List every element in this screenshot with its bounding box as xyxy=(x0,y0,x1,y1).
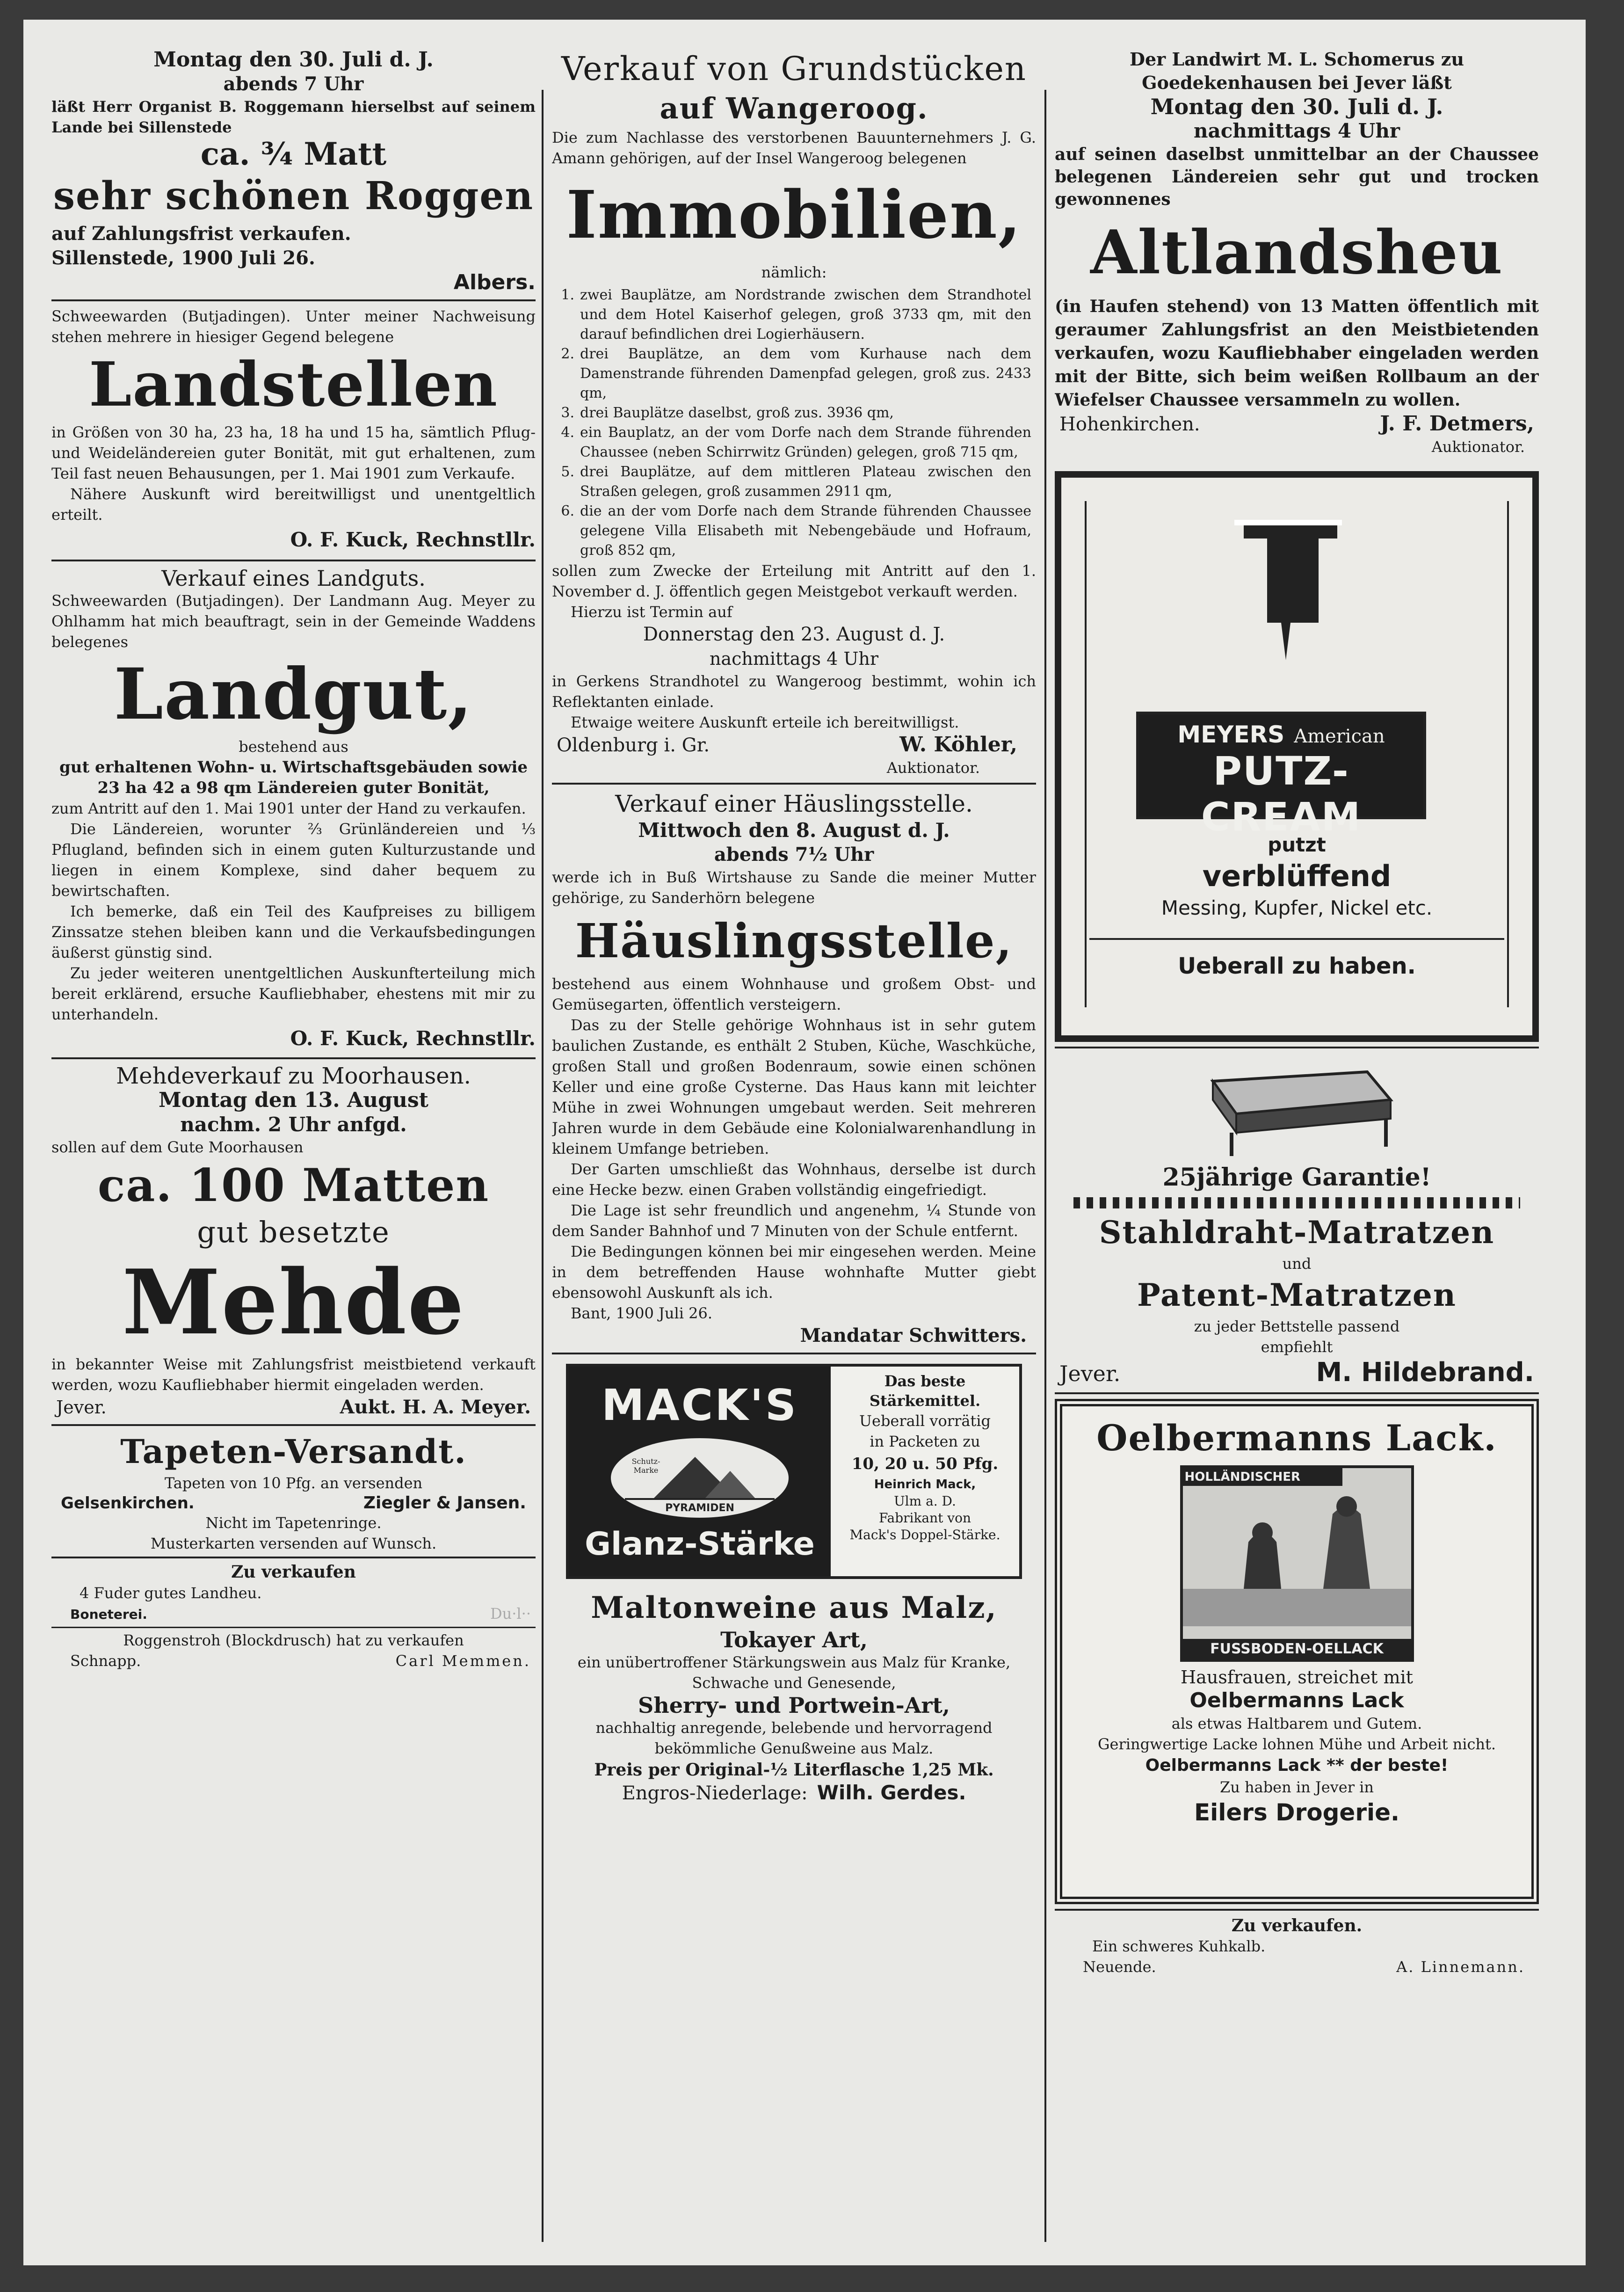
ad-text: Nähere Auskunft wird bereitwilligst und unentgeltlich erteilt. xyxy=(51,485,536,524)
ad-signature-title: Auktionator. xyxy=(1431,438,1525,456)
ad-text: Engros-Niederlage: xyxy=(622,1783,808,1804)
ad-date: Mittwoch den 8. August d. J. xyxy=(638,819,950,842)
ad-text: auf seinen daselbst unmittelbar an der Chaussee belegenen Ländereien sehr gut und trocken gewonnenes xyxy=(1055,145,1539,209)
divider xyxy=(51,1424,536,1426)
ad-signature: Eilers Drogerie. xyxy=(1194,1799,1400,1826)
ad-text: Fabrikant von xyxy=(878,1510,972,1526)
ad-text: Das beste xyxy=(884,1372,966,1390)
ad-time: nachmittags 4 Uhr xyxy=(709,648,879,669)
ad-title: Mehdeverkauf zu Moorhausen. xyxy=(116,1063,471,1089)
ad-text: Ueberall zu haben. xyxy=(1178,953,1416,979)
ad-headline: Oelbermanns Lack. xyxy=(1096,1417,1497,1459)
label-text: FUSSBODEN-OELLACK xyxy=(1183,1639,1411,1659)
ad-text: als etwas Haltbarem und Gutem. xyxy=(1171,1715,1422,1732)
list-item-text: drei Bauplätze daselbst, groß zus. 3936 qm, xyxy=(580,405,894,421)
ad-putz-cream xyxy=(1055,471,1539,1042)
brand-subtitle: American xyxy=(1294,726,1385,747)
ad-altlandsheu xyxy=(1055,48,1539,457)
product-logo xyxy=(569,1367,831,1576)
ad-signature: M. Hildebrand. xyxy=(1316,1357,1534,1388)
list-item xyxy=(552,502,1031,560)
ad-text: nachhaltig anregende, belebende und hervorragend bekömmliche Genußweine aus Malz. xyxy=(595,1719,993,1757)
ad-text: Ein schweres Kuhkalb. xyxy=(1092,1937,1266,1955)
ad-matratzen xyxy=(1055,1053,1539,1388)
ad-headline: sehr schönen Roggen xyxy=(53,174,534,218)
ad-landstellen xyxy=(51,306,536,555)
ad-text: Die zum Nachlasse des verstorbenen Bauunternehmers J. G. Amann gehörigen, auf der Insel Wangeroog belegenen xyxy=(552,129,1036,167)
ad-headline: Mehde xyxy=(122,1250,465,1354)
ad-headline: Patent-Matratzen xyxy=(1137,1277,1457,1313)
ad-text: auf Zahlungsfrist verkaufen. xyxy=(51,223,351,245)
ad-text: 4 Fuder gutes Landheu. xyxy=(80,1584,262,1602)
mattress-icon xyxy=(1180,1053,1414,1161)
ad-text: Zu jeder weiteren unentgeltlichen Auskunfterteilung mich bereit erklärend, ersuche Kaufliebhaber, ehestens mit mir zu unterhandeln. xyxy=(51,964,536,1023)
divider xyxy=(552,1353,1036,1354)
ad-time: nachm. 2 Uhr anfgd. xyxy=(180,1113,407,1136)
ad-date: Montag den 30. Juli d. J. xyxy=(153,48,434,72)
ad-haeuslingsstelle xyxy=(552,789,1036,1348)
ad-title: Zu verkaufen xyxy=(231,1562,356,1582)
ad-quantity: ca. 100 Matten xyxy=(97,1159,490,1212)
ad-title: Verkauf eines Landguts. xyxy=(161,566,426,591)
list-item-text: drei Bauplätze, an dem vom Kurhause nach dem Damenstrande führenden Damenpfad gelegen, groß zus. 2433 qm, xyxy=(580,346,1031,401)
ad-price: 10, 20 u. 50 Pfg. xyxy=(851,1455,999,1473)
ad-signature: Albers. xyxy=(453,270,536,294)
ad-text: in Gerkens Strandhotel zu Wangeroog bestimmt, wohin ich Reflektanten einlade. xyxy=(552,672,1036,711)
ad-headline: verblüffend xyxy=(1202,859,1392,893)
ad-place: Gelsenkirchen. xyxy=(61,1494,195,1513)
ad-text: werde ich in Buß Wirtshause zu Sande die meiner Mutter gehörige, zu Sanderhörn belegene xyxy=(552,868,1036,907)
divider xyxy=(51,1557,536,1558)
ad-macks-staerke xyxy=(566,1364,1022,1579)
ad-text: Etwaige weitere Auskunft erteile ich bereitwilligst. xyxy=(571,713,959,731)
list-item xyxy=(552,403,1031,423)
ad-text: Oelbermanns Lack ** der beste! xyxy=(1145,1756,1449,1775)
divider xyxy=(1055,1392,1539,1394)
ad-text: Schweewarden (Butjadingen). Unter meiner Nachweisung stehen mehrere in hiesiger Gegend belegene xyxy=(51,307,536,346)
ad-price: Preis per Original-½ Literflasche 1,25 Mk. xyxy=(594,1760,994,1780)
ad-text: gut besetzte xyxy=(197,1215,390,1249)
divider xyxy=(51,1627,536,1628)
ad-text: Die Bedingungen können bei mir eingesehen werden. Meine in dem betreffenden Hause wohnhafte Mutter giebt ebensowohl Auskunft als ich. xyxy=(552,1243,1036,1302)
list-item xyxy=(552,423,1031,462)
ad-text: Tapeten von 10 Pfg. an versenden xyxy=(164,1474,423,1492)
label-text: HOLLÄNDISCHER xyxy=(1183,1468,1343,1486)
column-3 xyxy=(1055,48,1539,2256)
ad-place-date: Bant, 1900 Juli 26. xyxy=(571,1304,712,1322)
ad-text: Hierzu ist Termin auf xyxy=(571,603,732,621)
ad-text: läßt Herr Organist B. Roggemann hierselbst auf seinem Lande bei Sillenstede xyxy=(51,98,536,136)
ad-text: Ueberall vorrätig xyxy=(859,1412,991,1430)
ad-text: Geringwertige Lacke lohnen Mühe und Arbeit nicht. xyxy=(1097,1735,1496,1753)
ad-text: Stärkemittel. xyxy=(869,1392,981,1410)
ad-maltonweine xyxy=(552,1588,1036,1805)
list-item-number: 5. xyxy=(561,464,574,480)
ad-place: Hohenkirchen. xyxy=(1059,414,1200,435)
ad-grundstuecke xyxy=(552,48,1036,778)
ad-signature: O. F. Kuck, Rechnstllr. xyxy=(290,528,536,551)
ad-text: empfiehlt xyxy=(1261,1338,1333,1356)
ad-signature: Mandatar Schwitters. xyxy=(800,1324,1027,1346)
ad-text: zu jeder Bettstelle passend xyxy=(1194,1317,1400,1335)
ad-text: in Größen von 30 ha, 23 ha, 18 ha und 15 ha, sämtlich Pflug- und Weideländereien guter Bonität, mit gut erhaltenen, zum Teil fast neuen Behausungen, per 1. Mai 1901 zum Verkaufe. xyxy=(51,423,536,482)
property-list xyxy=(552,285,1036,560)
ad-headline: Stahldraht-Matratzen xyxy=(1099,1214,1495,1251)
pyramids-icon xyxy=(611,1438,789,1518)
ad-text: Hausfrauen, streichet mit xyxy=(1181,1667,1413,1688)
ad-headline: 25jährige Garantie! xyxy=(1162,1163,1431,1192)
divider xyxy=(1055,1047,1539,1048)
ad-signature: J. F. Detmers, xyxy=(1380,412,1534,436)
ad-text: Die Ländereien, worunter ⅔ Grünländereien und ⅓ Pflugland, befinden sich in einem guten Kulturzustande und liegen in einem Komplexe, sind daher bequem zu bewirtschaften. xyxy=(51,820,536,900)
ad-place: Neuende. xyxy=(1083,1958,1156,1976)
column-rule xyxy=(542,90,544,2242)
brand-name: MEYERS xyxy=(1177,721,1285,748)
ad-headline: Landstellen xyxy=(89,349,498,420)
list-item-number: 4. xyxy=(561,424,574,441)
ad-text: Ich bemerke, daß ein Teil des Kaufpreises zu billigem Zinssatze stehen bleiben kann und die Verkaufsbedingungen äußerst günstig sind. xyxy=(51,902,536,961)
ad-signature: Carl Memmen. xyxy=(395,1652,531,1670)
ad-place: Jever. xyxy=(56,1397,107,1418)
ad-signature: A. Linnemann. xyxy=(1396,1958,1525,1976)
ad-signature: W. Köhler, xyxy=(899,733,1017,757)
list-item-text: zwei Bauplätze, am Nordstrande zwischen dem Strandhotel und dem Hotel Kaiserhof gelegen, groß 3733 qm, mit den darauf befindlichen drei Logierhäusern. xyxy=(580,287,1031,342)
ad-time: nachmittags 4 Uhr xyxy=(1193,119,1400,142)
ad-text: Das zu der Stelle gehörige Wohnhaus ist in sehr gutem baulichen Zustande, es enthält 2 Stuben, Küche, Waschküche, großen Stall und großen Bodenraum, sowie einen schönen Keller und eine große Cysterne. Das Haus kann mit leichter Mühe in zwei Wohnungen umgebaut werden. Seit mehreren Jahren wurde in dem Gebäude eine Kolonialwarenhandlung in kleinem Umfange betrieben. xyxy=(552,1016,1036,1157)
ad-oelbermanns-lack xyxy=(1055,1399,1539,1904)
ad-text: Zu haben in Jever in xyxy=(1219,1778,1374,1796)
list-item-text: drei Bauplätze, auf dem mittleren Plateau zwischen den Straßen gelegen, groß zusammen 2911 qm, xyxy=(580,464,1031,500)
trademark-label: Schutz-Marke xyxy=(631,1456,660,1475)
ad-text: Messing, Kupfer, Nickel etc. xyxy=(1161,896,1433,919)
logo-caption: PYRAMIDEN xyxy=(665,1502,734,1514)
putz-cream-logo xyxy=(1136,712,1426,840)
ad-date: Montag den 30. Juli d. J. xyxy=(1150,94,1443,119)
ad-signature: O. F. Kuck, Rechnstllr. xyxy=(290,1027,536,1050)
list-item-text: ein Bauplatz, an der vom Dorfe nach dem Strande führenden Chaussee (neben Schirrwitz Gründen) gelegen, groß 715 qm, xyxy=(580,424,1031,460)
divider xyxy=(51,299,536,301)
ad-tapeten xyxy=(51,1431,536,1554)
ad-headline: Immobilien, xyxy=(566,177,1022,254)
ad-text: sollen zum Zwecke der Erteilung mit Antritt auf den 1. November d. J. öffentlich gegen Meistgebot verkauft werden. xyxy=(552,562,1036,600)
ad-text: zum Antritt auf den 1. Mai 1901 unter der Hand zu verkaufen. xyxy=(51,800,526,817)
column-2 xyxy=(552,48,1036,2256)
newspaper-page xyxy=(23,20,1586,2265)
ornament-divider xyxy=(1073,1197,1520,1208)
ad-text: gut erhaltenen Wohn- u. Wirtschaftsgebäuden sowie 23 ha 42 a 98 qm Ländereien guter Bonität, xyxy=(59,758,528,797)
ad-text: (in Haufen stehend) von 13 Matten öffentlich mit geraumer Zahlungsfrist an den Meistbietenden verkaufen, wozu Kaufliebhaber eingeladen werden mit der Bitte, sich beim weißen Rollbaum an der Wiefelser Chaussee versammeln zu wollen. xyxy=(1055,297,1539,410)
ad-headline: Maltonweine aus Malz, xyxy=(591,1590,997,1625)
ad-signature: Ziegler & Jansen. xyxy=(363,1493,526,1513)
divider xyxy=(1055,1909,1539,1911)
ad-place-date: Sillenstede, 1900 Juli 26. xyxy=(51,247,315,269)
ad-text: Oelbermanns Lack xyxy=(1189,1688,1404,1712)
ad-text: putzt xyxy=(1268,833,1326,856)
ad-title: Zu verkaufen. xyxy=(1231,1916,1363,1935)
pointing-hand-icon xyxy=(1216,510,1356,669)
ad-text: bestehend aus einem Wohnhause und großem Obst- und Gemüsegarten, öffentlich versteigern. xyxy=(552,975,1036,1013)
list-item-text: die an der vom Dorfe nach dem Strande führenden Chaussee gelegene Villa Elisabeth mit Nebengebäude und Hofraum, groß 852 qm, xyxy=(580,503,1031,559)
brand-name: MACK'S xyxy=(602,1380,798,1430)
ad-place: Jever. xyxy=(1059,1361,1121,1386)
ad-text: ein unübertroffener Stärkungswein aus Malz für Kranke, Schwache und Genesende, xyxy=(577,1653,1011,1692)
ad-text: Musterkarten versenden auf Wunsch. xyxy=(150,1535,437,1552)
ad-text: sollen auf dem Gute Moorhausen xyxy=(51,1138,304,1156)
list-item-number: 2. xyxy=(561,346,574,362)
ad-text: in Packeten zu xyxy=(870,1433,980,1450)
ad-date: Montag den 13. August xyxy=(159,1088,428,1112)
column-rule xyxy=(1044,90,1046,2242)
list-item xyxy=(552,285,1031,344)
ad-headline: Häuslingsstelle, xyxy=(575,913,1013,968)
ad-text: Schweewarden (Butjadingen). Der Landmann Aug. Meyer zu Ohlhamm hat mich beauftragt, sein in der Gemeinde Waddens belegenes xyxy=(51,592,536,651)
ad-subheadline: Tokayer Art, xyxy=(720,1627,868,1652)
ad-text: Die Lage ist sehr freundlich und angenehm, ¼ Stunde von dem Sander Bahnhof und 7 Minuten von der Schule entfernt. xyxy=(552,1201,1036,1240)
column-1 xyxy=(51,48,536,2256)
ad-headline: Landgut, xyxy=(114,653,473,735)
ad-landgut xyxy=(51,566,536,1053)
ad-signature: Heinrich Mack, xyxy=(874,1477,976,1492)
ad-date: Donnerstag den 23. August d. J. xyxy=(643,624,945,645)
ad-place: Boneterei. xyxy=(70,1607,147,1622)
ad-roggenstroh xyxy=(51,1630,536,1671)
ad-title: Verkauf einer Häuslingsstelle. xyxy=(615,790,973,817)
ad-text: nämlich: xyxy=(761,263,827,281)
ad-stamp: Du·l·· xyxy=(490,1605,531,1623)
ad-signature-title: Auktionator. xyxy=(886,759,980,777)
ad-text: Mack's Doppel-Stärke. xyxy=(849,1527,1000,1543)
product-name: Glanz-Stärke xyxy=(585,1526,815,1563)
ad-time: abends 7½ Uhr xyxy=(714,844,874,866)
ad-place: Schnapp. xyxy=(70,1652,141,1670)
divider xyxy=(552,783,1036,785)
ad-headline: Tapeten-Versandt. xyxy=(120,1432,467,1471)
list-item-number: 3. xyxy=(561,405,574,421)
ad-text: Der Landwirt M. L. Schomerus zu Goedekenhausen bei Jever läßt xyxy=(1130,49,1464,93)
ad-text: in bekannter Weise mit Zahlungsfrist meistbietend verkauft werden, wozu Kaufliebhaber hiermit eingeladen werden. xyxy=(51,1355,536,1394)
divider xyxy=(51,560,536,561)
list-item-number: 1. xyxy=(561,287,574,303)
ad-headline: Altlandsheu xyxy=(1090,218,1503,288)
list-item xyxy=(552,344,1031,403)
ad-kuhkalb xyxy=(1055,1915,1539,1977)
ad-mehde xyxy=(51,1064,536,1419)
ad-text: Der Garten umschließt das Wohnhaus, derselbe ist durch eine Hecke bezw. einen Graben vollständig eingefriedigt. xyxy=(552,1160,1036,1199)
list-item-number: 6. xyxy=(561,503,574,519)
ad-text: Roggenstroh (Blockdrusch) hat zu verkaufen xyxy=(123,1631,464,1649)
divider xyxy=(51,1057,536,1059)
ad-headline: auf Wangeroog. xyxy=(660,91,928,125)
ad-signature: Wilh. Gerdes. xyxy=(817,1781,966,1804)
ad-place: Oldenburg i. Gr. xyxy=(557,735,710,756)
women-scene-icon xyxy=(1183,1486,1411,1626)
ad-headline: Verkauf von Grundstücken xyxy=(561,50,1027,88)
list-item xyxy=(552,462,1031,502)
ad-roggen xyxy=(51,48,536,295)
ad-time: abends 7 Uhr xyxy=(223,73,364,95)
ad-landheu xyxy=(51,1561,536,1625)
product-name: PUTZ-CREAM xyxy=(1201,748,1362,840)
ad-text: Nicht im Tapetenringe. xyxy=(205,1514,382,1532)
product-info xyxy=(831,1367,1019,1576)
ad-subheadline: Sherry- und Portwein-Art, xyxy=(638,1693,950,1718)
product-label xyxy=(1180,1465,1414,1662)
ad-text: und xyxy=(1282,1255,1312,1273)
ad-place: Ulm a. D. xyxy=(894,1493,956,1509)
ad-text: bestehend aus xyxy=(239,738,348,756)
ad-signature: Aukt. H. A. Meyer. xyxy=(340,1396,531,1418)
ad-quantity: ca. ¾ Matt xyxy=(200,136,387,172)
